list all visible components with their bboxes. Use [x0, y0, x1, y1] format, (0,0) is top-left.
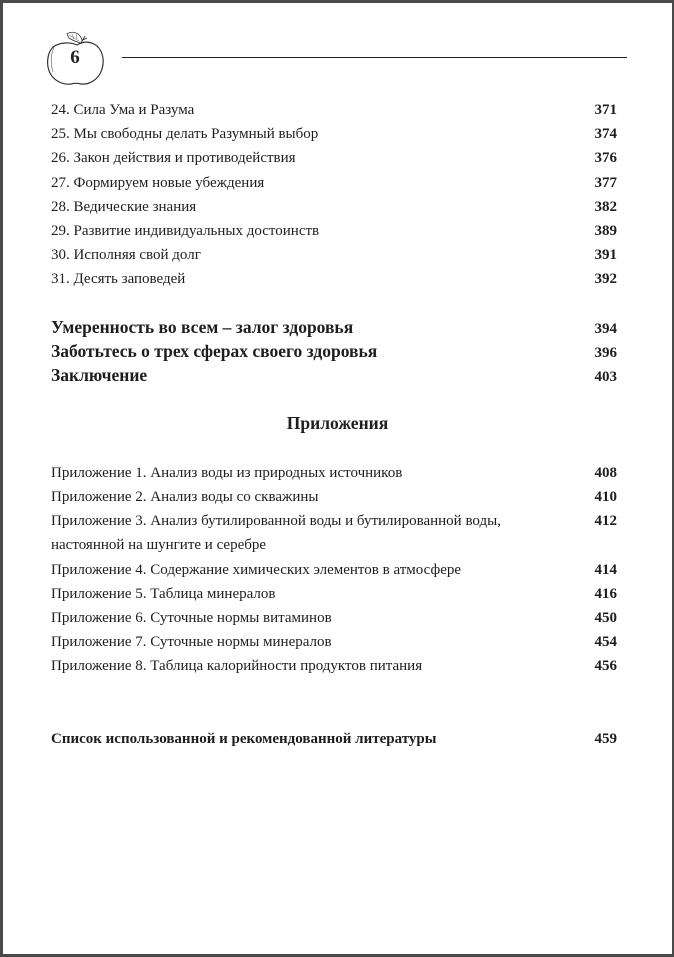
toc-appendix[interactable] [51, 461, 617, 485]
toc-entry-title: 27. Формируем новые убеждения [51, 175, 265, 191]
toc-section-title: Заботьтесь о трех сферах своего здоровья [51, 341, 378, 361]
toc-appendix[interactable] [51, 485, 617, 509]
toc-appendix-page: 454 [594, 634, 617, 650]
toc-entry[interactable] [51, 146, 617, 170]
toc-appendix-page: 412 [594, 513, 617, 529]
toc-entry-page: 377 [594, 175, 617, 191]
toc-bibliography[interactable] [51, 727, 617, 751]
toc-appendix[interactable] [51, 509, 617, 557]
toc-appendix-title: Приложение 8. Таблица калорийности продуктов питания [51, 658, 423, 674]
toc-entry-title: 31. Десять заповедей [51, 271, 186, 287]
toc-appendix-title: Приложение 1. Анализ воды из природных источников [51, 465, 403, 481]
toc-section-page: 396 [594, 345, 617, 361]
toc-appendix[interactable] [51, 582, 617, 606]
page-header [3, 3, 672, 93]
header-divider [122, 57, 627, 58]
toc-entry-title: 28. Ведические знания [51, 199, 197, 215]
toc-appendix-title: Приложение 3. Анализ бутилированной воды и бутилированной воды, настоянной на шунгите и серебре [51, 513, 501, 553]
toc-appendix-title: Приложение 5. Таблица минералов [51, 586, 276, 602]
toc-appendix-title: Приложение 4. Содержание химических элементов в атмосфере [51, 562, 462, 578]
toc-entry-title: 29. Развитие индивидуальных достоинств [51, 223, 320, 239]
toc-section-page: 403 [594, 369, 617, 385]
toc-appendix-title: Приложение 7. Суточные нормы минералов [51, 634, 332, 650]
toc-entry[interactable] [51, 243, 617, 267]
toc-section-title: Заключение [51, 365, 148, 385]
toc-bibliography-title: Список использованной и рекомендованной литературы [51, 731, 437, 747]
toc-entry[interactable] [51, 122, 617, 146]
toc-entry-page: 382 [594, 199, 617, 215]
toc-section[interactable] [51, 363, 617, 389]
toc-appendix[interactable] [51, 630, 617, 654]
toc-entry-title: 24. Сила Ума и Разума [51, 102, 195, 118]
toc-appendix-title: Приложение 6. Суточные нормы витаминов [51, 610, 332, 626]
toc-appendix[interactable] [51, 654, 617, 678]
toc-section-title: Умеренность во всем – залог здоровья [51, 317, 354, 337]
toc-entry-page: 374 [594, 126, 617, 142]
toc-entry-page: 376 [594, 150, 617, 166]
toc-entry-page: 389 [594, 223, 617, 239]
toc-entry[interactable] [51, 219, 617, 243]
toc-section[interactable] [51, 315, 617, 341]
toc-appendix-page: 410 [594, 489, 617, 505]
toc-entry-page: 391 [594, 247, 617, 263]
toc-entry-title: 30. Исполняя свой долг [51, 247, 201, 263]
toc-appendix-page: 456 [594, 658, 617, 674]
appendices-heading: Приложения [286, 413, 389, 433]
toc-entry-page: 371 [594, 102, 617, 118]
toc-appendix-page: 450 [594, 610, 617, 626]
toc-entry-page: 392 [594, 271, 617, 287]
toc-appendix-title: Приложение 2. Анализ воды со скважины [51, 489, 319, 505]
toc-entry[interactable] [51, 267, 617, 291]
toc-appendix[interactable] [51, 606, 617, 630]
toc-entry-title: 25. Мы свободны делать Разумный выбор [51, 126, 319, 142]
toc-section[interactable] [51, 339, 617, 365]
toc-appendix-page: 416 [594, 586, 617, 602]
toc-entry[interactable] [51, 195, 617, 219]
toc-appendix[interactable] [51, 558, 617, 582]
toc-bibliography-page: 459 [594, 731, 617, 747]
page-number: 6 [70, 47, 80, 68]
toc-section-page: 394 [594, 321, 617, 337]
toc-entry[interactable] [51, 171, 617, 195]
toc-entry[interactable] [51, 98, 617, 122]
toc-appendix-page: 414 [594, 562, 617, 578]
toc-appendix-page: 408 [594, 465, 617, 481]
toc-entry-title: 26. Закон действия и противодействия [51, 150, 296, 166]
